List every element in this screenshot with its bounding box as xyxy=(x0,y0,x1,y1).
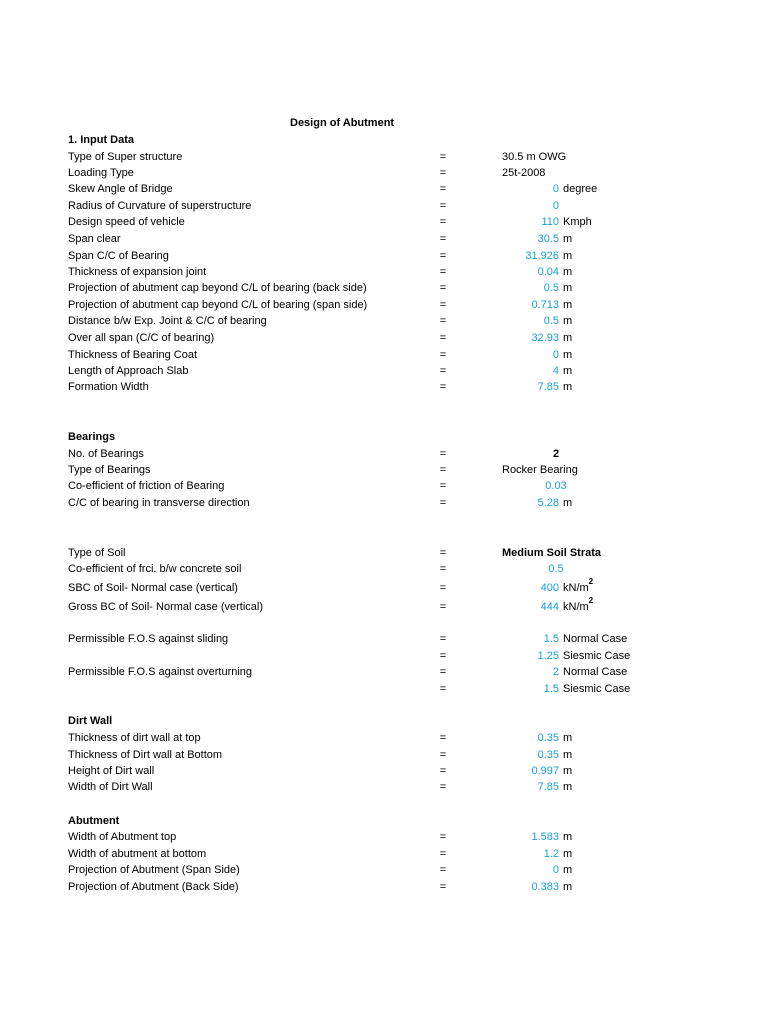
row-unit: Normal Case xyxy=(563,633,628,645)
equals-sign: = xyxy=(439,666,447,678)
table-row xyxy=(0,730,768,746)
equals-sign: = xyxy=(439,547,447,559)
table-row xyxy=(0,577,768,596)
row-label: Length of Approach Slab xyxy=(68,365,189,377)
row-value: 1.25 xyxy=(537,650,559,662)
equals-sign: = xyxy=(439,650,447,662)
row-label: Type of Super structure xyxy=(68,151,183,163)
table-row xyxy=(0,181,768,197)
table-row xyxy=(0,462,768,478)
row-value: 0 xyxy=(552,183,559,195)
row-value: 30.5 xyxy=(537,233,559,245)
equals-sign: = xyxy=(439,282,447,294)
equals-sign: = xyxy=(439,381,447,393)
row-unit: degree xyxy=(563,183,598,195)
row-value: 25t-2008 xyxy=(502,167,546,179)
equals-sign: = xyxy=(439,250,447,262)
row-value: 31.926 xyxy=(525,250,559,262)
table-row xyxy=(0,747,768,763)
row-value: 0.5 xyxy=(548,563,564,575)
row-value: 2 xyxy=(552,448,560,460)
row-unit: Siesmic Case xyxy=(563,683,631,695)
equals-sign: = xyxy=(439,582,447,594)
row-unit: Kmph xyxy=(563,216,592,228)
row-label: Skew Angle of Bridge xyxy=(68,183,173,195)
row-label: Type of Soil xyxy=(68,547,126,559)
row-label: Permissible F.O.S against sliding xyxy=(68,633,229,645)
table-row xyxy=(0,664,768,680)
table-row xyxy=(0,231,768,247)
equals-sign: = xyxy=(439,266,447,278)
row-value: 2 xyxy=(552,666,559,678)
table-row xyxy=(0,363,768,379)
row-label: SBC of Soil- Normal case (vertical) xyxy=(68,582,238,594)
row-unit: m xyxy=(563,315,573,327)
row-value: 444 xyxy=(540,601,559,613)
table-row xyxy=(0,198,768,214)
row-label: Width of Abutment top xyxy=(68,831,177,843)
row-value: 0.03 xyxy=(545,480,567,492)
row-label: Loading Type xyxy=(68,167,134,179)
row-value: 0.35 xyxy=(537,732,559,744)
equals-sign: = xyxy=(439,299,447,311)
equals-sign: = xyxy=(439,749,447,761)
row-label: Co-efficient of friction of Bearing xyxy=(68,480,225,492)
row-unit: m xyxy=(563,381,573,393)
table-row xyxy=(0,313,768,329)
row-value: Rocker Bearing xyxy=(502,464,578,476)
equals-sign: = xyxy=(439,633,447,645)
table-row xyxy=(0,379,768,395)
unit-text: kN/m xyxy=(563,601,589,613)
row-label: No. of Bearings xyxy=(68,448,144,460)
unit-superscript: 2 xyxy=(588,577,594,586)
row-label: Projection of Abutment (Back Side) xyxy=(68,881,239,893)
equals-sign: = xyxy=(439,480,447,492)
table-row xyxy=(0,478,768,494)
row-value: 1.2 xyxy=(543,848,559,860)
table-row xyxy=(0,648,768,664)
row-label: Thickness of Dirt wall at Bottom xyxy=(68,749,223,761)
row-label: Width of Dirt Wall xyxy=(68,781,153,793)
equals-sign: = xyxy=(439,732,447,744)
equals-sign: = xyxy=(439,497,447,509)
equals-sign: = xyxy=(439,315,447,327)
row-value: 0.04 xyxy=(537,266,559,278)
row-unit: m xyxy=(563,299,573,311)
table-row xyxy=(0,446,768,462)
row-value: 0 xyxy=(552,200,559,212)
table-row xyxy=(0,846,768,862)
row-label: C/C of bearing in transverse direction xyxy=(68,497,250,509)
table-row xyxy=(0,763,768,779)
row-value: 30.5 m OWG xyxy=(502,151,567,163)
row-label: Width of abutment at bottom xyxy=(68,848,207,860)
row-value: 1.583 xyxy=(531,831,559,843)
row-value: 0.713 xyxy=(531,299,559,311)
row-label: Design speed of vehicle xyxy=(68,216,185,228)
table-row xyxy=(0,862,768,878)
section-label: Dirt Wall xyxy=(68,715,113,727)
row-label: Thickness of Bearing Coat xyxy=(68,349,198,361)
page-title: Design of Abutment xyxy=(290,117,395,129)
row-unit: m xyxy=(563,881,573,893)
row-label: Thickness of dirt wall at top xyxy=(68,732,201,744)
table-row xyxy=(0,149,768,165)
section-heading-dirt-wall xyxy=(0,713,768,729)
row-unit: m xyxy=(563,365,573,377)
equals-sign: = xyxy=(439,200,447,212)
row-value: 400 xyxy=(540,582,559,594)
section-heading-abutment xyxy=(0,813,768,829)
row-unit: m xyxy=(563,781,573,793)
row-unit: Normal Case xyxy=(563,666,628,678)
row-label: Projection of Abutment (Span Side) xyxy=(68,864,240,876)
row-value: 0 xyxy=(552,864,559,876)
equals-sign: = xyxy=(439,864,447,876)
equals-sign: = xyxy=(439,765,447,777)
section-label: Bearings xyxy=(68,431,116,443)
equals-sign: = xyxy=(439,332,447,344)
equals-sign: = xyxy=(439,183,447,195)
row-value: Medium Soil Strata xyxy=(502,547,602,559)
row-unit: Siesmic Case xyxy=(563,650,631,662)
equals-sign: = xyxy=(439,167,447,179)
table-row xyxy=(0,297,768,313)
row-value: 0.5 xyxy=(543,315,559,327)
table-row xyxy=(0,165,768,181)
table-row xyxy=(0,596,768,615)
row-value: 32.93 xyxy=(531,332,559,344)
row-label: Type of Bearings xyxy=(68,464,151,476)
row-label: Permissible F.O.S against overturning xyxy=(68,666,253,678)
table-row xyxy=(0,495,768,511)
equals-sign: = xyxy=(439,848,447,860)
row-value: 0.383 xyxy=(531,881,559,893)
table-row xyxy=(0,214,768,230)
unit-text: kN/m xyxy=(563,582,589,594)
row-unit xyxy=(563,596,594,615)
row-unit: m xyxy=(563,831,573,843)
table-row xyxy=(0,631,768,647)
row-unit: m xyxy=(563,765,573,777)
table-row xyxy=(0,779,768,795)
row-label: Radius of Curvature of superstructure xyxy=(68,200,252,212)
row-unit: m xyxy=(563,848,573,860)
row-label: Span clear xyxy=(68,233,121,245)
row-unit xyxy=(563,577,594,596)
row-unit: m xyxy=(563,282,573,294)
row-unit: m xyxy=(563,250,573,262)
row-value: 1.5 xyxy=(543,683,559,695)
row-label: Distance b/w Exp. Joint & C/C of bearing xyxy=(68,315,267,327)
equals-sign: = xyxy=(439,781,447,793)
row-unit: m xyxy=(563,266,573,278)
row-value: 0.997 xyxy=(531,765,559,777)
equals-sign: = xyxy=(439,683,447,695)
row-value: 5.28 xyxy=(537,497,559,509)
equals-sign: = xyxy=(439,831,447,843)
row-label: Span C/C of Bearing xyxy=(68,250,169,262)
row-value: 0 xyxy=(552,349,559,361)
row-unit: m xyxy=(563,497,573,509)
equals-sign: = xyxy=(439,365,447,377)
table-row xyxy=(0,330,768,346)
row-value: 0.35 xyxy=(537,749,559,761)
equals-sign: = xyxy=(439,448,447,460)
row-value: 1.5 xyxy=(543,633,559,645)
row-unit: m xyxy=(563,349,573,361)
table-row xyxy=(0,264,768,280)
row-label: Over all span (C/C of bearing) xyxy=(68,332,215,344)
equals-sign: = xyxy=(439,464,447,476)
row-unit: m xyxy=(563,233,573,245)
row-value: 7.85 xyxy=(537,381,559,393)
row-value: 7.85 xyxy=(537,781,559,793)
equals-sign: = xyxy=(439,881,447,893)
equals-sign: = xyxy=(439,233,447,245)
row-label: Co-efficient of frci. b/w concrete soil xyxy=(68,563,242,575)
row-label: Formation Width xyxy=(68,381,149,393)
row-unit: m xyxy=(563,749,573,761)
row-label: Thickness of expansion joint xyxy=(68,266,207,278)
row-unit: m xyxy=(563,864,573,876)
row-label: Projection of abutment cap beyond C/L of bearing (span side) xyxy=(68,299,368,311)
row-value: 110 xyxy=(541,216,559,228)
equals-sign: = xyxy=(439,216,447,228)
equals-sign: = xyxy=(439,563,447,575)
table-row xyxy=(0,280,768,296)
table-row xyxy=(0,681,768,697)
equals-sign: = xyxy=(439,151,447,163)
section-heading-bearings xyxy=(0,429,768,445)
row-value: 0.5 xyxy=(543,282,559,294)
section-heading-input-data xyxy=(0,132,768,148)
row-label: Height of Dirt wall xyxy=(68,765,155,777)
table-row xyxy=(0,545,768,561)
table-row xyxy=(0,561,768,577)
unit-superscript: 2 xyxy=(588,596,594,605)
table-row xyxy=(0,347,768,363)
section-label: Abutment xyxy=(68,815,120,827)
row-label: Gross BC of Soil- Normal case (vertical) xyxy=(68,601,263,613)
table-row xyxy=(0,248,768,264)
table-row xyxy=(0,829,768,845)
equals-sign: = xyxy=(439,349,447,361)
row-label: Projection of abutment cap beyond C/L of bearing (back side) xyxy=(68,282,367,294)
row-value: 4 xyxy=(552,365,559,377)
table-row xyxy=(0,879,768,895)
section-label: 1. Input Data xyxy=(68,134,135,146)
row-unit: m xyxy=(563,332,573,344)
equals-sign: = xyxy=(439,601,447,613)
row-unit: m xyxy=(563,732,573,744)
